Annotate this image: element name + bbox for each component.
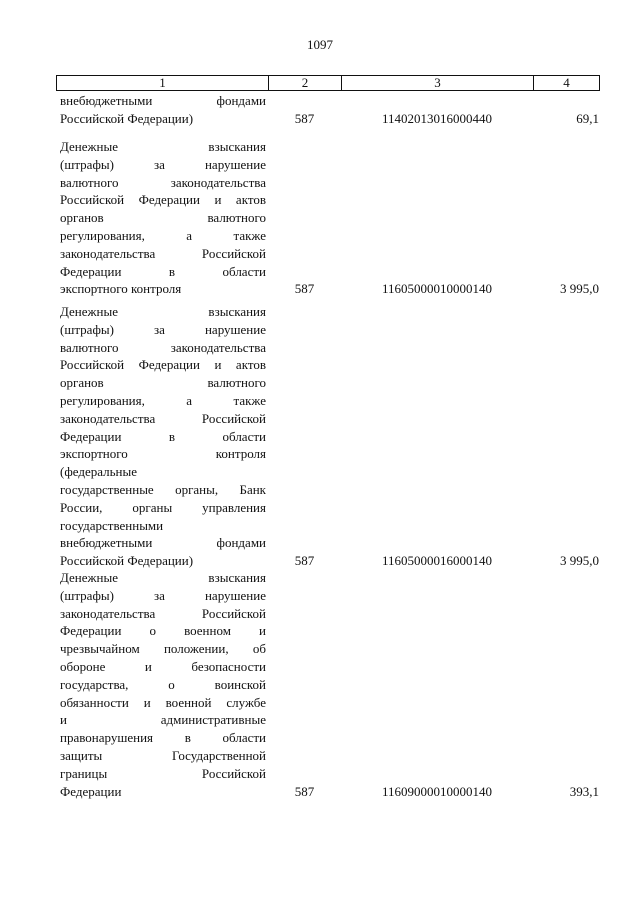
description-line: Денежные взыскания: [60, 304, 266, 319]
description-line: Федерации: [60, 783, 122, 799]
description-line: России, органы управления: [60, 499, 266, 515]
header-col-2: 2: [269, 76, 342, 90]
header-col-4: 4: [563, 75, 570, 90]
amount: 69,1: [576, 110, 599, 126]
budget-class-code: 11605000016000140: [381, 553, 493, 569]
description-line: государства, о воинской: [60, 676, 266, 692]
description-line: обороне и безопасности: [60, 658, 266, 674]
description-line: Федерации о военном и: [60, 623, 266, 639]
row-description: [60, 138, 266, 298]
description-line: внебюджетными фондами: [60, 93, 266, 108]
description-line: Российской Федерации и актов: [60, 357, 266, 373]
admin-code: 587: [294, 783, 315, 799]
admin-code: 587: [294, 110, 315, 126]
amount: 3 995,0: [560, 281, 599, 297]
description-line: регулирования, а также: [60, 227, 266, 243]
description-line: (штрафы) за нарушение: [60, 587, 266, 603]
description-line: чрезвычайном положении, об: [60, 641, 266, 657]
description-line: экспортного контроля: [60, 281, 182, 297]
description-line: Денежные взыскания: [60, 139, 266, 154]
description-line: Денежные взыскания: [60, 570, 266, 585]
description-line: правонарушения в области: [60, 730, 266, 746]
description-line: государственные органы, Банк: [60, 481, 266, 497]
admin-code: 587: [294, 281, 315, 297]
budget-class-code: 11402013016000440: [381, 110, 493, 126]
description-line: (федеральные: [60, 464, 137, 480]
amount: 393,1: [569, 783, 599, 799]
header-col-3: 3: [342, 76, 534, 90]
amount: 3 995,0: [560, 553, 599, 569]
row-description: [60, 303, 266, 570]
description-line: органов валютного: [60, 210, 266, 226]
description-line: (штрафы) за нарушение: [60, 156, 266, 172]
description-line: Федерации в области: [60, 428, 266, 444]
budget-class-code: 11609000010000140: [381, 783, 493, 799]
description-line: законодательства Российской: [60, 410, 266, 426]
description-line: валютного законодательства: [60, 339, 266, 355]
table-header: [56, 75, 600, 91]
description-line: и административные: [60, 712, 266, 728]
description-line: органов валютного: [60, 375, 266, 391]
description-line: Российской Федерации): [60, 553, 194, 569]
description-line: границы Российской: [60, 765, 266, 781]
description-line: обязанности и военной службе: [60, 694, 266, 710]
header-col-1: 1: [57, 76, 269, 90]
description-line: валютного законодательства: [60, 174, 266, 190]
page-number: 1097: [307, 37, 333, 52]
description-line: регулирования, а также: [60, 392, 266, 408]
description-line: Федерации в области: [60, 263, 266, 279]
description-line: Российской Федерации): [60, 110, 194, 126]
description-line: защиты Государственной: [60, 747, 266, 763]
description-line: законодательства Российской: [60, 245, 266, 261]
description-line: государственными: [60, 517, 164, 533]
description-line: (штрафы) за нарушение: [60, 321, 266, 337]
row-description: [60, 92, 266, 128]
description-line: внебюджетными фондами: [60, 535, 266, 551]
row-description: [60, 569, 266, 800]
description-line: экспортного контроля: [60, 446, 266, 462]
description-line: законодательства Российской: [60, 605, 266, 621]
description-line: Российской Федерации и актов: [60, 192, 266, 208]
admin-code: 587: [294, 553, 315, 569]
budget-class-code: 11605000010000140: [381, 281, 493, 297]
